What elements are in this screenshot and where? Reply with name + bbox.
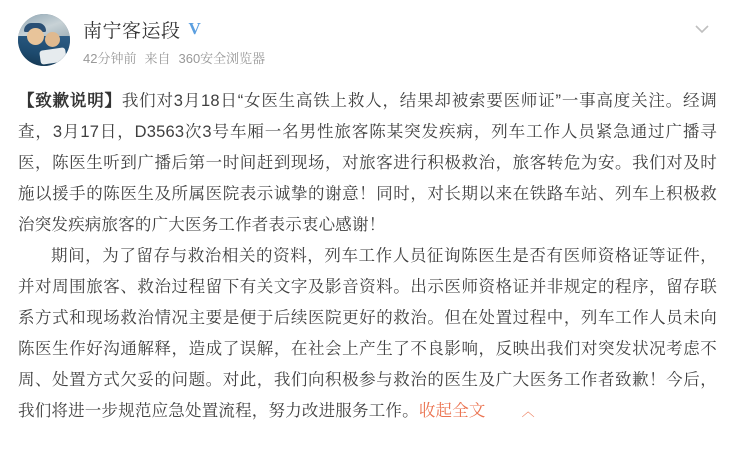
post-lead-label: 【致歉说明】 <box>18 92 122 110</box>
post-content <box>18 86 717 427</box>
post-header <box>18 14 717 76</box>
post-paragraph-2-text: 期间，为了留存与救治相关的资料，列车工作人员征询陈医生是否有医师资格证等证件，并对周围旅客、救治过程留下有关文字及影音资料。出示医师资格证并非规定的程序，留存联系方式和现场救治情况主要是便于后续医院更好的救治。但在处置过程中，列车工作人员未向陈医生作好沟通解释，造成了误解，在社会上产生了不良影响，反映出我们对突发状况考虑不周、处置方式欠妥的问题。对此，我们向积极参与救治的医生及广大医务工作者致歉！今后，我们将进一步规范应急处置流程，努力改进服务工作。 <box>18 247 717 420</box>
post-paragraph-2 <box>18 241 717 427</box>
chevron-up-icon: ︿ <box>521 404 535 419</box>
author-info <box>83 14 691 67</box>
chevron-down-icon[interactable] <box>691 18 713 40</box>
verified-badge-icon[interactable]: V <box>188 19 201 38</box>
author-name[interactable]: 南宁客运段 <box>83 20 181 42</box>
avatar-face-secondary <box>45 32 60 47</box>
collapse-full-text-link[interactable] <box>419 402 535 420</box>
post-paragraph-1-text: 我们对3月18日“女医生高铁上救人，结果却被索要医师证”一事高度关注。经调查，3月17日，D3563次3号车厢一名男性旅客陈某突发疾病，列车工作人员紧急通过广播寻医，陈医生听到广播后第一时间赶到现场，对旅客进行积极救治，旅客转危为安。我们对及时施以援手的陈医生及所属医院表示诚挚的谢意！同时，对长期以来在铁路车站、列车上积极救治突发疾病旅客的广大医务工作者表示衷心感谢！ <box>18 92 717 234</box>
author-name-row <box>83 16 691 42</box>
post-meta <box>83 48 691 67</box>
collapse-label: 收起全文 <box>418 402 486 420</box>
post-source[interactable]: 360安全浏览器 <box>178 51 266 66</box>
avatar-face <box>27 28 44 45</box>
avatar[interactable] <box>18 14 70 66</box>
post-source-prefix: 来自 <box>144 51 171 66</box>
post-paragraph-1 <box>18 86 717 241</box>
post-timestamp[interactable]: 42分钟前 <box>83 51 137 66</box>
